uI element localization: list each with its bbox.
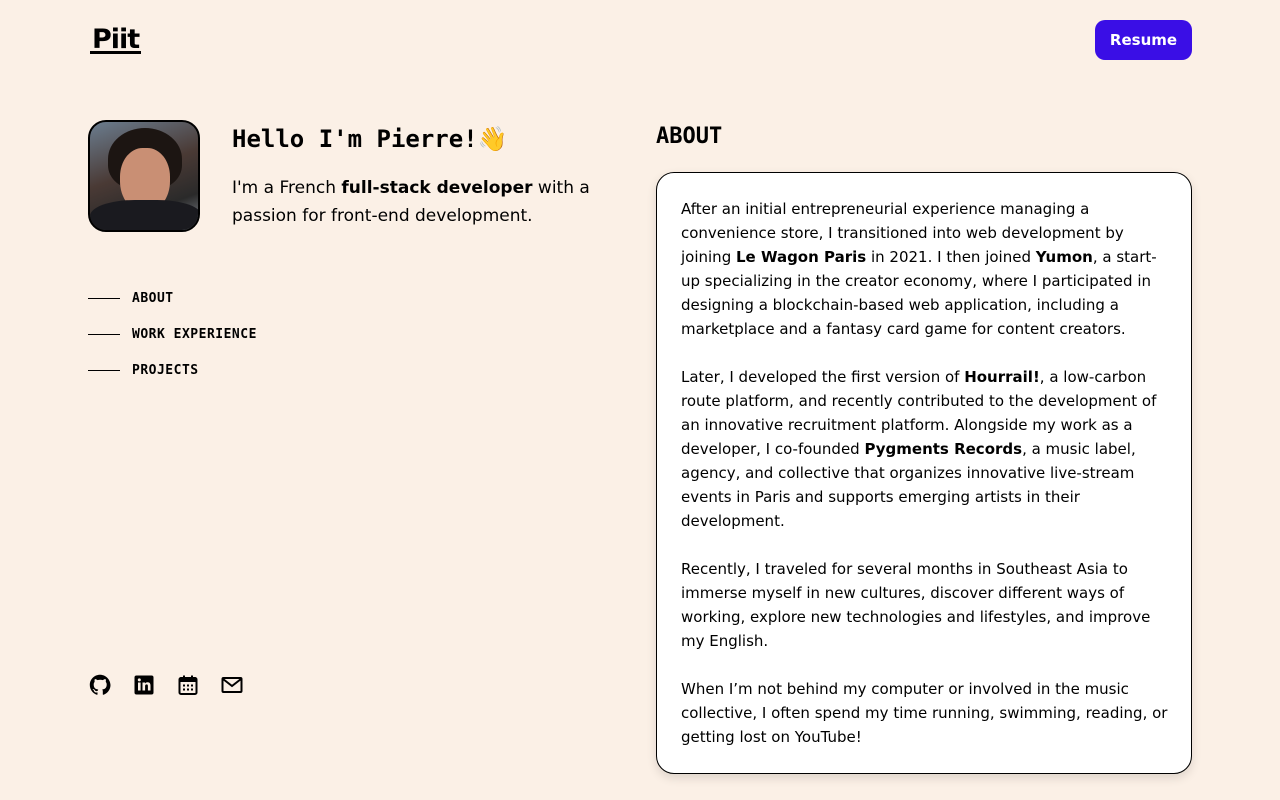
section-nav <box>88 288 257 396</box>
nav-label: ABOUT <box>132 290 174 306</box>
nav-item-about[interactable] <box>88 288 257 308</box>
about-title: ABOUT <box>656 124 723 149</box>
nav-label: WORK EXPERIENCE <box>132 326 257 342</box>
logo[interactable]: Piit <box>92 24 140 55</box>
linkedin-icon[interactable] <box>132 673 156 697</box>
nav-item-work-experience[interactable] <box>88 324 257 344</box>
waving-hand-icon: 👋 <box>477 125 508 153</box>
about-card <box>656 172 1192 774</box>
github-icon[interactable] <box>88 673 112 697</box>
greeting-heading <box>232 124 508 154</box>
resume-button[interactable]: Resume <box>1095 20 1192 60</box>
nav-line <box>88 334 120 335</box>
greeting-text: Hello I'm Pierre! <box>232 125 478 153</box>
avatar <box>88 120 200 232</box>
about-paragraph-1: After an initial entrepreneurial experience managing a convenience store, I transitioned into web development by joining Le Wagon Paris in 2021. I then joined Yumon, a start-up specializing in the creator economy, where I participated in designing a blockchain-based web application, including a marketplace and a fantasy card game for content creators. <box>681 200 1157 338</box>
about-paragraph-2: Later, I developed the first version of Hourrail!, a low-carbon route platform, and recently contributed to the development of an innovative recruitment platform. Alongside my work as a developer, I co-founded Pygments Records, a music label, agency, and collective that organizes innovative live-stream events in Paris and supports emerging artists in their development. <box>681 368 1157 530</box>
nav-line <box>88 370 120 371</box>
about-paragraph-4: When I’m not behind my computer or involved in the music collective, I often spend my time running, swimming, reading, or getting lost on YouTube! <box>681 680 1168 746</box>
intro-text: I'm a French full-stack developer with a passion for front-end development. <box>232 178 590 226</box>
nav-line <box>88 298 120 299</box>
calendar-icon[interactable] <box>176 673 200 697</box>
nav-item-projects[interactable] <box>88 360 257 380</box>
nav-label: PROJECTS <box>132 362 199 378</box>
mail-icon[interactable] <box>220 673 244 697</box>
social-links <box>88 673 244 697</box>
about-paragraph-3: Recently, I traveled for several months in Southeast Asia to immerse myself in new cultures, discover different ways of working, explore new technologies and lifestyles, and improve my English. <box>681 560 1151 650</box>
